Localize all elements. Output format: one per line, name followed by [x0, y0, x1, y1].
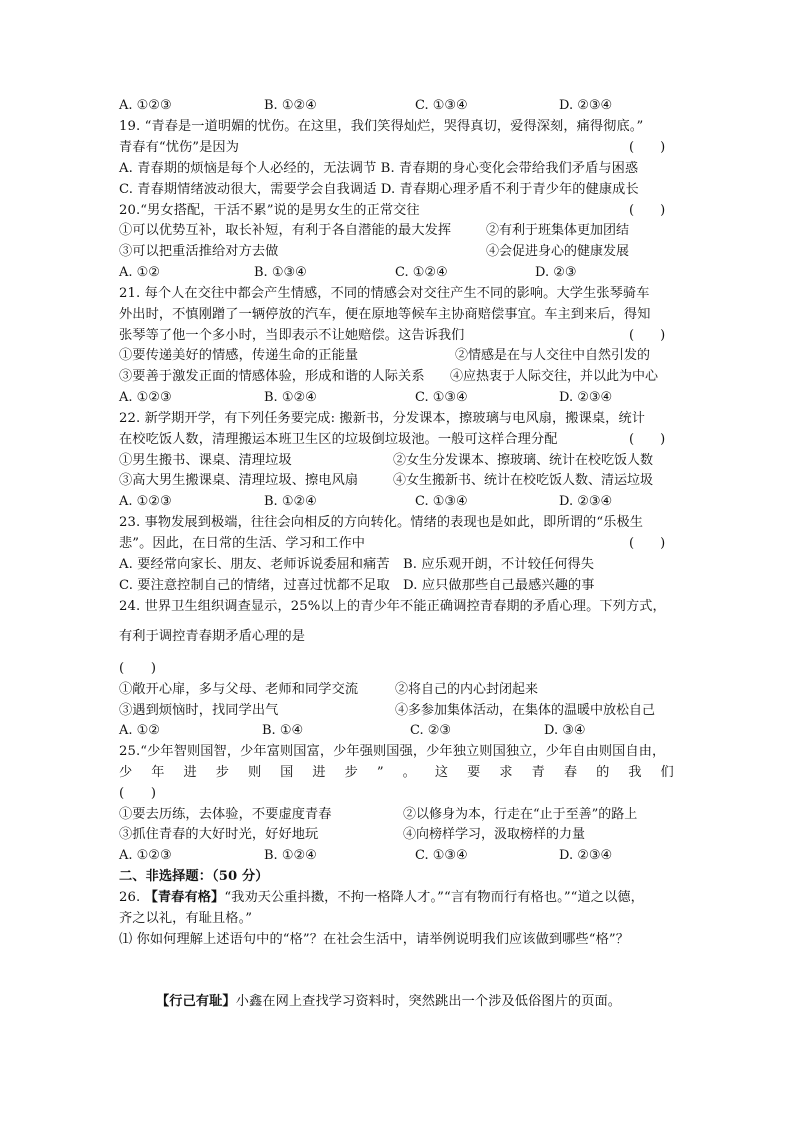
q21-statement-3: ③要善于激发正面的情感体验，形成和谐的人际关系 [119, 369, 425, 384]
q25-statement-4: ④向榜样学习，汲取榜样的力量 [403, 827, 586, 842]
q26-subquestion-1: ⑴ 你如何理解上述语句中的“格”？在社会生活中，请举例说明我们应该做到哪些“格”？ [119, 932, 630, 947]
q20-option-c: C. ①②④ [395, 265, 448, 280]
q20-statement-2: ②有利于班集体更加团结 [486, 223, 630, 238]
q21-statement-1: ①要传递美好的情感，传递生命的正能量 [119, 348, 359, 363]
q22-statement-3: ③高大男生搬课桌、清理垃圾、擦电风扇 [119, 473, 359, 488]
q18-option-a: A. ①②③ [119, 98, 172, 113]
q22-option-d: D. ②③④ [559, 494, 613, 509]
q18-option-b: B. ①②④ [264, 98, 317, 113]
q24-statement-2: ②将自己的内心封闭起来 [395, 682, 539, 697]
q24-option-b: B. ①④ [262, 723, 304, 738]
q21-stem-line3: 张琴等了他一个多小时，当即表示不让她赔偿。这告诉我们 [119, 328, 465, 343]
q25-option-a: A. ①②③ [119, 848, 172, 863]
q25-char: 这 [434, 765, 449, 780]
q23-stem-line1: 23. 事物发展到极端，往往会向相反的方向转化。情绪的表现也是如此，即所谓的“乐极生 [119, 515, 644, 530]
q21-stem-line1: 21. 每个人在交往中都会产生情感，不同的情感会对交往产生不同的影响。大学生张琴骑车 [119, 286, 650, 301]
section2-heading: 二、非选择题：（50 分） [119, 869, 269, 884]
q25-option-c: C. ①③④ [415, 848, 468, 863]
q23-options-line1: A. 要经常向家长、朋友、老师诉说委屈和痛苦 B. 应乐观开朗，不计较任何得失 [119, 557, 595, 572]
q20-option-b: B. ①③④ [254, 265, 307, 280]
q21-answer-paren: ( ) [629, 328, 666, 343]
q26-number: 26. [119, 890, 141, 905]
q25-char: 国 [280, 765, 294, 780]
q25-char: 春 [563, 765, 578, 780]
q21-stem-line2: 外出时，不慎刚蹭了一辆停放的汽车，便在原地等候车主协商赔偿事宜。车主到来后，得知 [119, 307, 651, 322]
q19-options-line1: A. 青春期的烦恼是每个人必经的，无法调节 B. 青春期的身心变化会带给我们矛盾与困惑 [119, 161, 639, 176]
q22-statement-4: ④女生搬新书、统计在校吃饭人数、清运垃圾 [393, 473, 654, 488]
q20-answer-paren: ( ) [629, 203, 666, 218]
q25-option-b: B. ①②④ [264, 848, 317, 863]
q24-statement-3: ③遇到烦恼时，找同学出气 [119, 703, 279, 718]
q20-option-d: D. ②③ [535, 265, 577, 280]
q24-option-c: C. ②③ [410, 723, 452, 738]
q20-stem: 20.“男女搭配，干活不累”说的是男女生的正常交往 [119, 203, 420, 218]
q25-char: 步 [215, 765, 229, 780]
q25-statement-3: ③抓住青春的大好时光，好好地玩 [119, 827, 319, 842]
q25-char: 进 [183, 765, 197, 780]
q25-stem-line2 [119, 763, 674, 783]
q24-option-a: A. ①② [119, 723, 160, 738]
q25-char: 要 [467, 765, 481, 780]
q23-stem-line2: 悲”。因此，在日常的生活、学习和工作中 [119, 536, 366, 551]
q24-option-d: D. ③④ [544, 723, 586, 738]
q18-option-d: D. ②③④ [559, 98, 613, 113]
q22-option-c: C. ①③④ [415, 494, 468, 509]
q23-answer-paren: ( ) [629, 536, 666, 551]
q25-option-d: D. ②③④ [559, 848, 613, 863]
q22-answer-paren: ( ) [629, 432, 666, 447]
q22-statement-2: ②女生分发课本、擦玻璃、统计在校吃饭人数 [393, 453, 654, 468]
q20-statement-3: ③可以把重活推给对方去做 [119, 244, 279, 259]
q24-statement-1: ①敞开心扉，多与父母、老师和同学交流 [119, 682, 359, 697]
q25-char: ” [376, 765, 384, 780]
q24-statement-4: ④多参加集体活动，在集体的温暖中放松自己 [395, 703, 656, 718]
q26-stem-line2: 齐之以礼，有耻且格。” [119, 911, 253, 926]
q21-option-c: C. ①③④ [415, 390, 468, 405]
q27-intro [156, 992, 621, 1012]
q27-tag: 【行己有耻】 [156, 994, 236, 1009]
q22-option-b: B. ①②④ [264, 494, 317, 509]
q21-option-a: A. ①②③ [119, 390, 172, 405]
q25-char: 求 [499, 765, 513, 780]
q21-option-b: B. ①②④ [264, 390, 317, 405]
q23-options-line2: C. 要注意控制自己的情绪，过喜过忧都不足取 D. 应只做那些自己最感兴趣的事 [119, 578, 595, 593]
q26-stem-line1 [119, 888, 644, 908]
q19-stem-line2: 青春有“忧伤”是因为 [119, 140, 239, 155]
q18-option-c: C. ①③④ [415, 98, 468, 113]
q21-statement-2: ②情感是在与人交往中自然引发的 [455, 348, 651, 363]
q27-text: 小鑫在网上查找学习资料时，突然跳出一个涉及低俗图片的页面。 [235, 994, 622, 1009]
q22-stem-line1: 22. 新学期开学，有下列任务要完成: 搬新书，分发课本，擦玻璃与电风扇，搬课桌，统计 [119, 411, 646, 426]
q20-statement-1: ①可以优势互补，取长补短，有利于各自潜能的最大发挥 [119, 223, 452, 238]
q25-char: 少 [119, 765, 133, 780]
q25-char: 步 [344, 765, 358, 780]
q25-char: 们 [660, 765, 674, 780]
q19-stem-line1: 19. “青春是一道明媚的忧伤。在这里，我们笑得灿烂，哭得真切，爱得深刻，痛得彻底。” [119, 119, 644, 134]
q22-stem-line2: 在校吃饭人数，清理搬运本班卫生区的垃圾倒垃圾池。一般可这样合理分配 [119, 432, 558, 447]
q25-char: 的 [596, 765, 610, 780]
q24-stem-line1: 24. 世界卫生组织调查显示，25%以上的青少年不能正确调控青春期的矛盾心理。下列方式， [119, 599, 666, 614]
q20-statement-4: ④会促进身心的健康发展 [486, 244, 630, 259]
q26-stem-text: “我劝天公重抖擞，不拘一格降人才。”“言有物而行有格也。”“道之以德， [224, 890, 644, 905]
q25-char: 。 [402, 765, 416, 780]
q25-statement-2: ②以修身为本，行走在“止于至善”的路上 [403, 807, 638, 822]
q19-answer-paren: ( ) [629, 140, 666, 155]
q21-statement-4: ④应热衷于人际交往，并以此为中心 [450, 369, 659, 384]
q25-answer-paren: ( ) [119, 786, 157, 801]
q25-char: 则 [247, 765, 262, 780]
q19-options-line2: C. 青春期情绪波动很大，需要学会自我调适 D. 青春期心理矛盾不利于青少年的健康成长 [119, 182, 639, 197]
q20-option-a: A. ①② [119, 265, 160, 280]
q25-char: 进 [312, 765, 326, 780]
q24-stem-line2: 有利于调控青春期矛盾心理的是 [119, 629, 306, 644]
q25-stem-line1: 25.“少年智则国智，少年富则国富，少年强则国强，少年独立则国独立，少年自由则国自由， [119, 744, 666, 759]
q25-char: 我 [628, 765, 642, 780]
q25-char: 年 [151, 765, 165, 780]
q25-char: 青 [531, 765, 545, 780]
q24-answer-paren: ( ) [119, 661, 157, 676]
q22-statement-1: ①男生搬书、课桌、清理垃圾 [119, 453, 292, 468]
q22-option-a: A. ①②③ [119, 494, 172, 509]
q25-statement-1: ①要去历练，去体验，不要虚度青春 [119, 807, 332, 822]
q21-option-d: D. ②③④ [559, 390, 613, 405]
q26-tag: 【青春有格】 [144, 890, 225, 905]
